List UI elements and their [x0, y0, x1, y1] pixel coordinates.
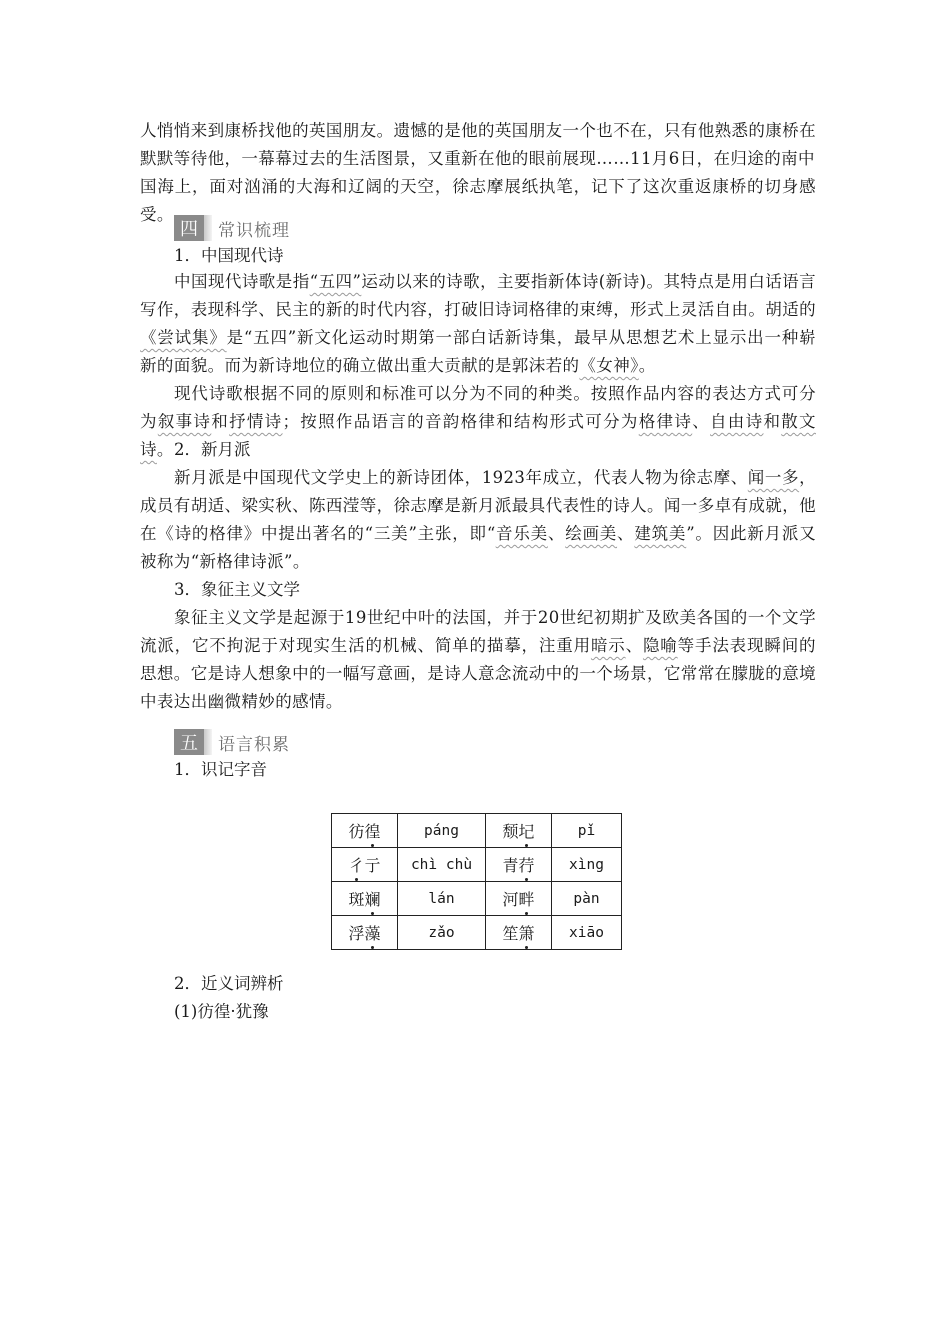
emphasis-dot-char: 荇	[519, 853, 535, 876]
table-row	[332, 882, 622, 916]
blank-answer: 建筑美	[634, 524, 687, 543]
blank-answer: 隐喻	[642, 636, 678, 655]
table-row	[332, 916, 622, 950]
blank-answer: 《尝试集》	[140, 328, 227, 347]
subheading-synonym-pair: (1)彷徨·犹豫	[174, 1002, 269, 1021]
pronunciation-table	[331, 813, 622, 950]
intro-line-2: 默默等待他，一幕幕过去的生活图景，又重新在他的眼前展现……11月6日，在归途的南中	[140, 149, 815, 168]
blank-answer: 散文诗	[140, 412, 816, 459]
blank-answer: 绘画美	[565, 524, 618, 543]
blank-answer: 音乐美	[495, 524, 548, 543]
pinyin-cell: zǎo	[398, 916, 486, 950]
blank-answer: 抒情诗	[229, 412, 283, 431]
pinyin-cell: xìng	[552, 848, 622, 882]
blank-answer: 自由诗	[710, 412, 764, 431]
section-title: 语言积累	[218, 734, 290, 755]
table-row	[332, 814, 622, 848]
emphasis-dot-char: 藻	[365, 921, 381, 944]
emphasis-dot-char: 斓	[365, 887, 381, 910]
pinyin-cell: pǐ	[552, 814, 622, 848]
word-cell: 斑斓	[332, 882, 398, 916]
blank-answer: 叙事诗	[157, 412, 212, 431]
heading-synonyms: 2．近义词辨析	[174, 974, 284, 993]
emphasis-dot-char: 彳	[348, 853, 364, 876]
word-cell: 笙箫	[486, 916, 552, 950]
heading-modern-poetry: 1．中国现代诗	[174, 246, 284, 265]
pinyin-cell: lán	[398, 882, 486, 916]
pinyin-cell: xiāo	[552, 916, 622, 950]
section-header-4	[174, 214, 290, 242]
paragraph-symbolism: 象征主义文学是起源于19世纪中叶的法国，并于20世纪初期扩及欧美各国的一个文学流派，它不拘泥于对现实生活的机械、简单的描摹，注重用暗示、隐喻等手法表现瞬间的思想。它是诗人想象中的一幅写意画，是诗人意念流动中的一个场景，它常常在朦胧的意境中表达出幽微精妙的感情。	[140, 608, 816, 711]
blank-answer: 格律诗	[638, 412, 693, 431]
blank-answer: “五四”	[309, 272, 362, 291]
pinyin-cell: chì chù	[398, 848, 486, 882]
word-cell: 浮藻	[332, 916, 398, 950]
blank-answer: 闻一多	[747, 468, 800, 487]
pinyin-cell: pàn	[552, 882, 622, 916]
word-cell: 颓圮	[486, 814, 552, 848]
paragraph-crescent-school: 新月派是中国现代文学史上的新诗团体，1923年成立，代表人物为徐志摩、闻一多，成员有胡适、梁实秋、陈西滢等，徐志摩是新月派最具代表性的诗人。闻一多卓有成就，他在《诗的格律》中提出著名的“三美”主张，即“音乐美、绘画美、建筑美”。因此新月派又被称为“新格律诗派”。	[140, 468, 817, 571]
section-title: 常识梳理	[218, 220, 290, 241]
word-cell: 彷徨	[332, 814, 398, 848]
heading-pronunciation: 1．识记字音	[174, 760, 267, 779]
section-number-badge: 四	[174, 215, 204, 241]
paragraph-poetry-types: 现代诗歌根据不同的原则和标准可以分为不同的种类。按照作品内容的表达方式可分为叙事诗和抒情诗；按照作品语言的音韵格律和结构形式可分为格律诗、自由诗和散文诗。	[140, 384, 816, 459]
heading-crescent-school: 2．新月派	[174, 440, 251, 459]
section-number-badge: 五	[174, 729, 204, 755]
table-row	[332, 848, 622, 882]
word-cell: 河畔	[486, 882, 552, 916]
emphasis-dot-char: 箫	[519, 921, 535, 944]
emphasis-dot-char: 圮	[519, 819, 535, 842]
blank-answer: 《女神》	[579, 356, 639, 375]
section-header-5	[174, 728, 290, 756]
blank-answer: 暗示	[590, 636, 626, 655]
paragraph-modern-poetry: 中国现代诗歌是指“五四”运动以来的诗歌，主要指新体诗(新诗)。其特点是用白话语言写作，表现科学、民主的新的时代内容，打破旧诗词格律的束缚，形式上灵活自由。胡适的《尝试集》是“五四”新文化运动时期第一部白话新诗集，最早从思想艺术上显示出一种崭新的面貌。而为新诗地位的确立做出重大贡献的是郭沫若的《女神》。	[140, 272, 817, 375]
intro-paragraph	[140, 117, 816, 229]
word-cell: 青荇	[486, 848, 552, 882]
intro-line-3: 国海上，面对汹涌的大海和辽阔的天空，徐志摩展纸执笔，记下了这次重返康桥的切身感受。	[140, 177, 816, 224]
emphasis-dot-char: 畔	[519, 887, 535, 910]
word-cell: 彳亍	[332, 848, 398, 882]
heading-symbolism: 3．象征主义文学	[174, 580, 300, 599]
emphasis-dot-char: 徨	[365, 819, 381, 842]
pinyin-cell: páng	[398, 814, 486, 848]
intro-line-1: 人悄悄来到康桥找他的英国朋友。遗憾的是他的英国朋友一个也不在，只有他熟悉的康桥在	[140, 121, 816, 140]
